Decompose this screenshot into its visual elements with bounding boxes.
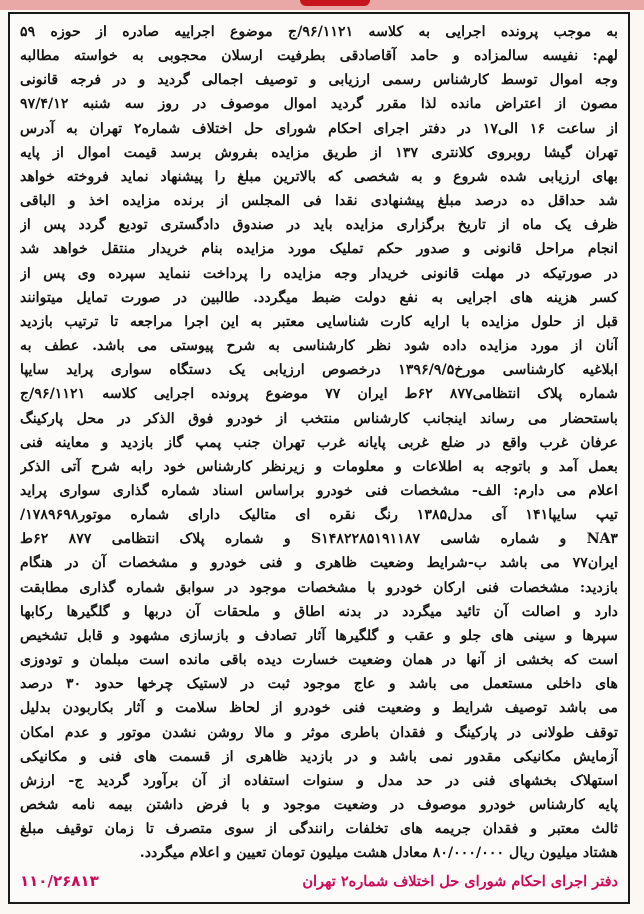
notice-line: می باشد توصیف شرایط و وضعیت فنی خودرو از لحاظ سلامت و آثار بکاربودن بدلیل [20, 700, 618, 717]
notice-line: بازدید: مشخصات فنی ارکان خودرو با مشخصات موجود در سوابق شماره گذاری مطابقت [20, 579, 618, 596]
notice-line: کسر هزینه های اجرایی به نفع دولت ضبط میگردد. طالبین در صورت تمایل میتوانند [20, 289, 618, 306]
notice-line: مصون از اعتراض مانده لذا مقرر گردید اموال موصوف در روز سه شنبه ۹۷/۴/۱۲ [20, 96, 618, 113]
notice-line: باستحضار می رساند اینجانب کارشناس منتخب از خودرو فوق الذکر در محل پارکینگ [20, 410, 618, 427]
notice-frame [8, 12, 630, 904]
notice-body [20, 20, 618, 865]
notice-line: در صورتیکه در مهلت قانونی خریدار وجه مزایده را پرداخت ننماید سپرده وی پس از [20, 265, 618, 282]
notice-line: پایه کارشناس خودرو موصوف در وضعیت موجود و با فرض داشتن بیمه نامه شخص [20, 797, 618, 813]
notice-footer [20, 866, 618, 896]
notice-line: ایران۷۷ می باشد ب-شرایط وضعیت ظاهری و فنی خودرو و مشخصات آن در هنگام [20, 555, 618, 572]
notice-line: از ساعت ۱۶ الی۱۷ در دفتر اجرای احکام شورای حل اختلاف شماره۲ تهران به آدرس [20, 120, 618, 137]
notice-line: قبل از حلول مزایده با ارایه کارت شناسایی معتبر به این اجرا مراجعه تا ترتیب بازدید [20, 313, 618, 330]
reference-number: ۱۱۰/۲۶۸۱۳ [20, 872, 99, 890]
notice-line: انجام مراحل قانونی و صدور حکم تملیک مورد مزایده بنام خریدار منتقل خواهد شد [20, 241, 618, 258]
header-red-mark [300, 0, 370, 6]
notice-line: آزمایش مکانیکی مقدور نمی باشد و در بازدید ظاهری از قسمت های فنی و مکانیکی [20, 748, 618, 765]
notice-line: تهران گیشا روبروی کلانتری ۱۳۷ از طریق مزایده بفروش برسد قیمت اموال از پایه [20, 144, 618, 161]
notice-line: است که بخشی از آنها در همان وضعیت خسارت دیده باقی مانده است مبلمان و تودوزی [20, 652, 618, 669]
notice-line: دارد و اصالت آن تائید میگردد در بدنه اطاق و ملحقات آن دربها و گلگیرها رکابها [20, 603, 618, 620]
notice-line: وجه اموال توسط کارشناس رسمی ارزیابی و توصیف اجمالی گردید و در فرجه قانونی [20, 72, 618, 89]
header-color-strip [0, 0, 644, 10]
notice-line: اعلام می دارم: الف- مشخصات فنی خودرو براساس اسناد شماره گذاری سواری پراید [20, 482, 618, 499]
notice-line: استهلاک بخشهای فنی در حد مدل و سنوات استفاده از آن برآورد گردید ج- ارزش [20, 772, 618, 789]
notice-line: ظرف یک ماه از تاریخ برگزاری مزایده باید در صندوق دادگستری تودیع گردد پس از [20, 217, 618, 234]
notice-line: عرفان غرب واقع در ضلع غربی پایانه غرب تهران جنب پمپ گاز بازدید و معاینه فنی [20, 434, 618, 451]
notice-line: توقف طولانی در پارکینگ و فقدان باطری موثر و مالا روشن نشدن موتور و عدم امکان [20, 724, 618, 741]
notice-line: تیپ سایپا۱۴۱ آی مدل۱۳۸۵ رنگ نقره ای متالیک دارای شماره موتور۱۷۸۹۶۹۸/ [20, 507, 618, 524]
notice-line: ابلاغیه کارشناسی مورخ۱۳۹۶/۹/۵ درخصوص ارزیابی یک دستگاه سواری پراید سایپا [20, 362, 618, 379]
notice-line: های داخلی مستعمل می باشد و عاج موجود ثبت در لاستیک چرخها حدود ۳۰ درصد [20, 676, 618, 693]
notice-line: آنان از مورد مزایده داده شود نظر کارشناسی به شرح پیوستی می باشد. عطف به [20, 338, 618, 355]
notice-line: شماره پلاک انتظامی۸۷۷ ۶۲ط ایران ۷۷ موضوع پرونده اجرایی کلاسه ۹۶/۱۱۲۱/ج [20, 386, 618, 403]
notice-line: سپرها و سینی های جلو و عقب و گلگیرها آثار تصادف و بازسازی مشهود و قابل تشخیص [20, 627, 618, 644]
notice-line: بعمل آمد و باتوجه به اطلاعات و معلومات و زیرنظر کارشناس خود رابه شرح آتی الذکر [20, 458, 618, 475]
notice-line: هشتاد میلیون ریال ۸۰/۰۰۰/۰۰۰ معادل هشت میلیون تومان تعیین و اعلام میگردد. [139, 845, 618, 862]
notice-line: بهای ارزیابی شده شروع و به شخصی که بالاترین مبلغ را پیشنهاد نماید فروخته خواهد [20, 168, 618, 185]
notice-line: به موجب پرونده اجرایی به کلاسه ۹۶/۱۱۲۱/ج موضوع اجراییه صادره از حوزه ۵۹ [20, 24, 618, 40]
notice-line: شد حداقل ده درصد مبلغ پیشنهادی نقدا فی المجلس از برنده مزایده اخذ و الباقی [20, 193, 618, 210]
notice-line: ثالث معتبر و فقدان جریمه های تخلفات رانندگی از سوی متصرف تا زمان توقیف مبلغ [20, 821, 618, 838]
issuing-office: دفتر اجرای احکام شورای حل اختلاف شماره۲ تهران [302, 872, 618, 890]
notice-line: NA۳ و شماره شاسی S۱۴۸۲۲۸۵۱۹۱۱۸۷ و شماره پلاک انتظامی ۸۷۷ ۶۲ط [20, 531, 618, 548]
notice-line: لهم: نفیسه سالمزاده و حامد آقاصادقی بطرفیت ارسلان محجوبی به خواسته مطالبه [20, 48, 618, 65]
